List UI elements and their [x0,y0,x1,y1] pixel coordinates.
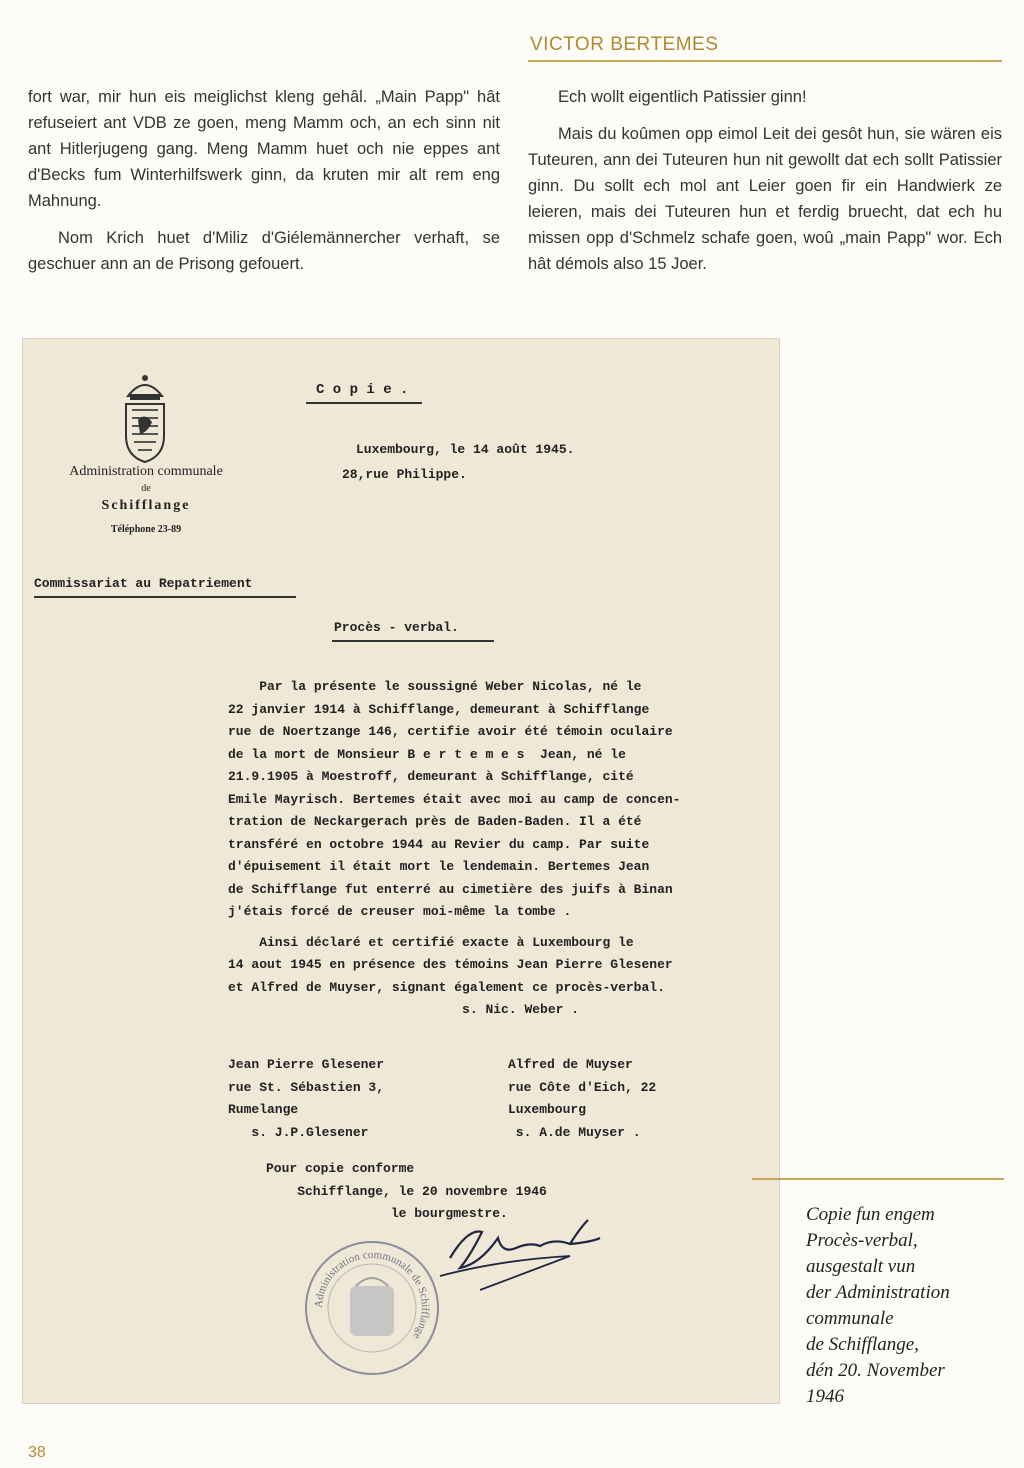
witness-2-line: Luxembourg [508,1102,587,1117]
body-line: 22 janvier 1914 à Schifflange, demeurant à Schifflange [228,701,650,717]
certification-line: le bourgmestre. [266,1206,508,1221]
body-line: Par la présente le soussigné Weber Nicolas, né le [228,679,642,694]
body-line: de la mort de Monsieur B e r t e m e s Jean, né le [228,746,626,762]
left-paragraph-1: fort war, mir hun eis meiglichst kleng gehâl. „Main Papp" hât refuseiert ant VDB ze goen, meng Mamm och, an ech sinn nit ant Hitlerjugeng gang. Meng Mamm huet och nie eppes ant d'Becks fum Winterhilfswerk ginn, da kruten mir alt rem eng Mahnung. [28,88,500,210]
document-body [228,676,788,1022]
witness-1-line: rue St. Sébastien 3, [228,1079,385,1095]
admin-line-1: Administration communale [69,464,223,479]
body-line: de Schifflange fut enterré au cimetière des juifs à Binan [228,881,673,897]
witness-2 [508,1054,768,1144]
mayor-signature-icon [420,1198,620,1298]
admin-line-3: Schifflange [101,498,191,513]
commissariat: Commissariat au Repatriement [34,576,253,591]
certification-line: Schifflange, le 20 novembre 1946 [266,1183,547,1199]
caption-line: dén 20. November [806,1360,945,1381]
witness-1 [228,1054,488,1144]
right-paragraph-1: Ech wollt eigentlich Patissier ginn! [558,88,807,106]
body-line: transféré en octobre 1944 au Revier du camp. Par suite [228,836,650,852]
caption-line: ausgestalt vun [806,1256,916,1277]
image-caption [806,1202,1006,1410]
witness-1-line: s. J.P.Glesener [228,1124,369,1140]
body-line: et Alfred de Muyser, signant également ce procès-verbal. [228,979,665,995]
body-line: Ainsi déclaré et certifié exacte à Luxembourg le [228,934,634,950]
right-paragraph-2: Mais du koûmen opp eimol Leit dei gesôt hun, sie wären eis Tuteuren, ann dei Tuteuren hun nit gewollt dat ech sollt Patissier ginn. Du sollt ech mol ant Leier goen fir ein Handwierk ze leieren, mais dei Tuteuren hun et ferdig bruecht, dat ech hu missen opp d'Schmelz schafe goen, woû „main Papp" wor. Ech hât démols also 15 Joer. [528,125,1002,273]
witness-2-line: s. A.de Muyser . [508,1124,641,1140]
caption-line: 1946 [806,1386,844,1407]
left-column [28,84,500,288]
copie-underline [306,402,422,404]
caption-rule [752,1178,1004,1180]
copie-heading: C o p i e . [316,382,409,398]
chapter-header: VICTOR BERTEMES [530,34,719,55]
witness-1-line: Rumelange [228,1102,299,1117]
caption-line: de Schifflange, [806,1334,919,1355]
caption-line: communale [806,1308,894,1329]
witness-2-line: Alfred de Muyser [508,1057,633,1072]
body-line: j'étais forcé de creuser moi-même la tombe . [228,904,572,919]
caption-line: der Administration [806,1282,950,1303]
page-number: 38 [28,1444,46,1461]
body-line: 21.9.1905 à Moestroff, demeurant à Schifflange, cité [228,769,634,784]
body-line: 14 aout 1945 en présence des témoins Jean Pierre Glesener [228,957,673,972]
body-line: rue de Noertzange 146, certifie avoir été témoin oculaire [228,724,673,739]
body-line: Emile Mayrisch. Bertemes était avec moi au camp de concen- [228,791,681,807]
witness-1-line: Jean Pierre Glesener [228,1057,385,1072]
body-line: d'épuisement il était mort le lendemain. Bertemes Jean [228,859,650,874]
address: 28,rue Philippe. [342,467,467,482]
certification-line: Pour copie conforme [266,1161,415,1176]
header-rule [528,60,1002,62]
coat-of-arms-icon [118,370,172,466]
admin-line-2: de [141,483,151,494]
body-line: tration de Neckargerach près de Baden-Baden. Il a été [228,814,642,829]
place-date: Luxembourg, le 14 août 1945. [356,442,575,457]
left-paragraph-2: Nom Krich huet d'Miliz d'Giélemännercher verhaft, se geschuer ann an de Prisong gefouert. [28,229,500,273]
body-line: s. Nic. Weber . [228,1002,580,1017]
right-column [528,84,1002,288]
title-underline [332,640,494,642]
witness-2-line: rue Côte d'Eich, 22 [508,1079,657,1095]
stamp-text: Administration communale de Schifflange [312,1248,432,1342]
caption-line: Procès-verbal, [806,1230,918,1251]
admin-phone: Téléphone 23-89 [110,524,182,535]
document-title: Procès - verbal. [334,620,459,635]
caption-line: Copie fun engem [806,1204,935,1225]
commissariat-underline [34,596,296,598]
